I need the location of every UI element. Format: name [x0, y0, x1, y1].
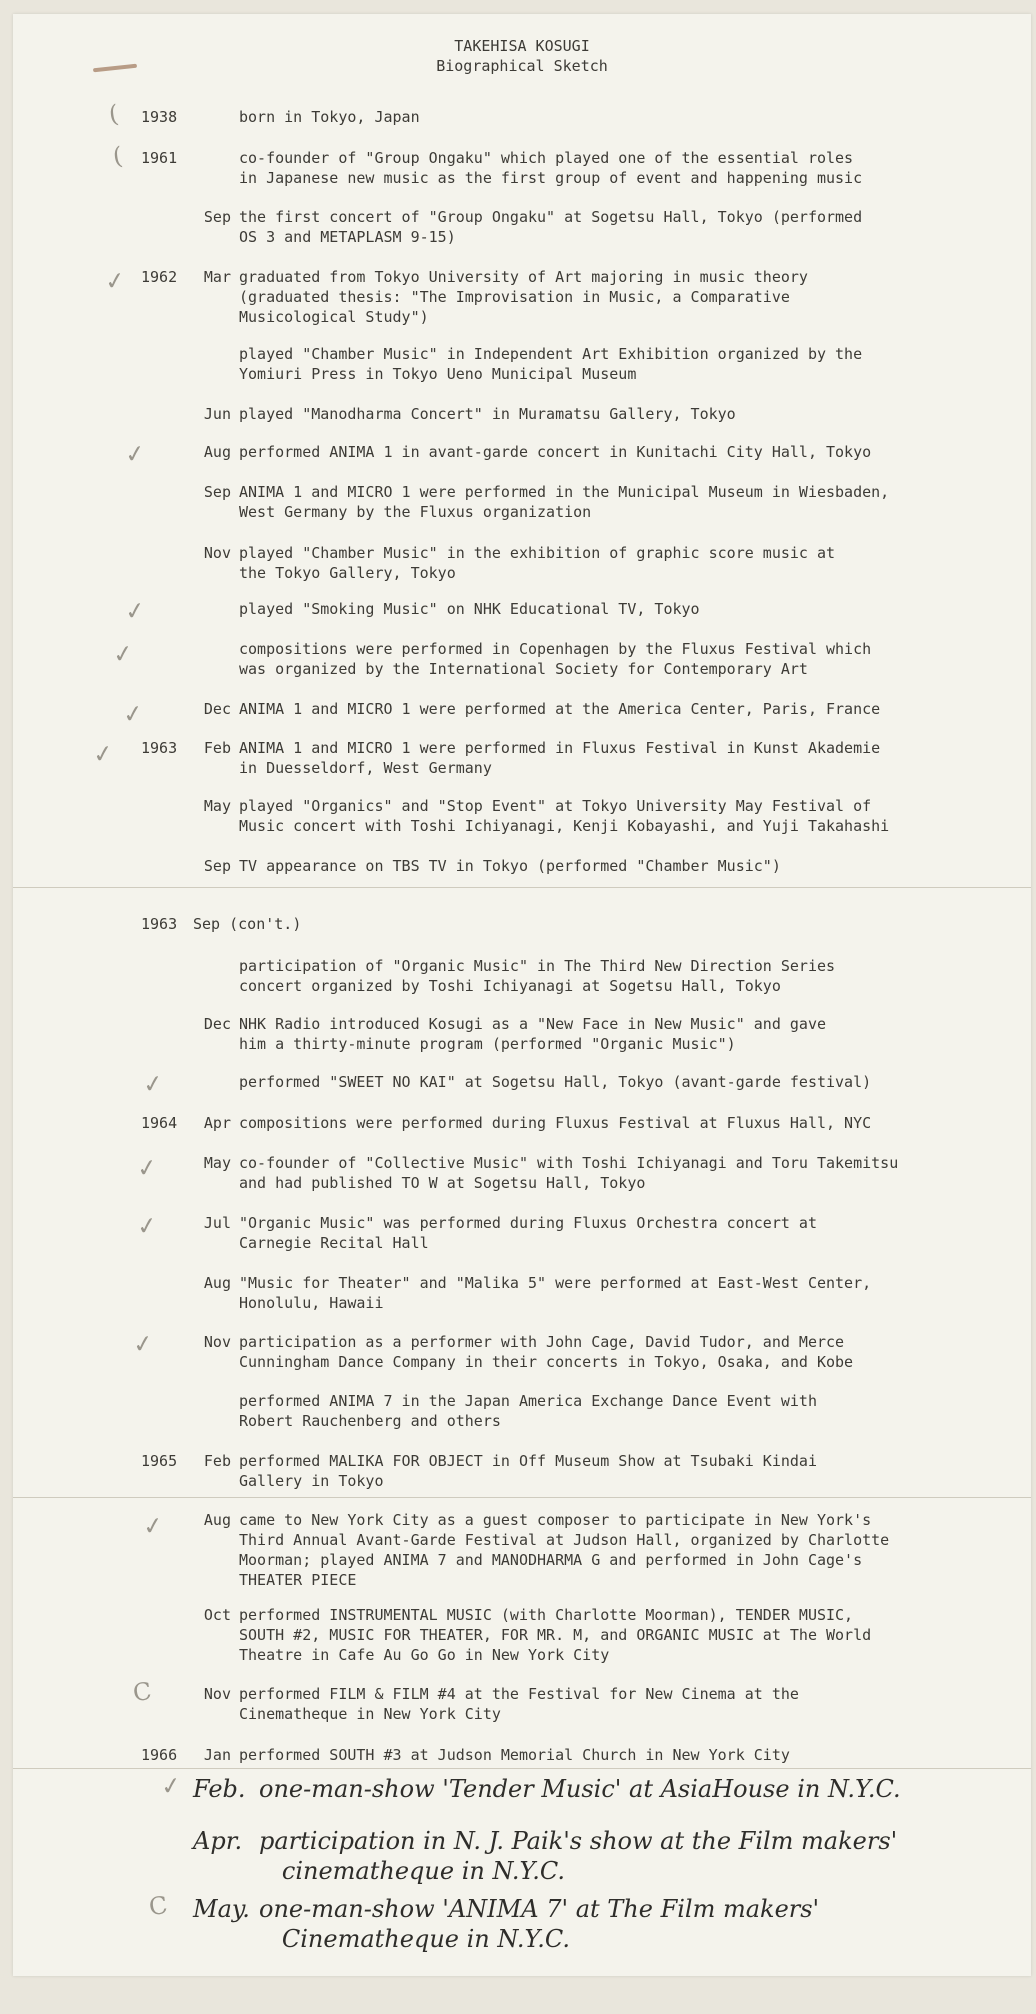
pencil-check-icon: ✓	[121, 698, 145, 730]
document-subtitle: Biographical Sketch	[436, 57, 608, 75]
entry-year: 1961	[141, 149, 178, 167]
entry-year: 1963	[141, 915, 178, 933]
handwritten-month: Feb.	[193, 1775, 246, 1803]
entry-year: 1966	[141, 1746, 178, 1764]
entry-text-line: played "Manodharma Concert" in Muramatsu Gallery, Tokyo	[239, 405, 736, 423]
entry-text-line: concert organized by Toshi Ichiyanagi at Sogetsu Hall, Tokyo	[239, 977, 781, 995]
entry-month: Aug	[203, 1511, 231, 1529]
handwritten-month: Apr.	[193, 1827, 243, 1855]
entry-month: Nov	[203, 544, 231, 562]
entry-text-line: performed MALIKA FOR OBJECT in Off Museum Show at Tsubaki Kindai	[239, 1452, 817, 1470]
document-page	[13, 14, 1031, 1976]
entry-text	[239, 956, 999, 996]
pencil-check-icon: ✓	[141, 1068, 165, 1100]
entry-text	[239, 1745, 999, 1765]
entry-text	[239, 442, 999, 462]
entry-month: Dec	[203, 700, 231, 718]
entry-text	[239, 1113, 999, 1133]
sheet-join-line	[13, 1768, 1031, 1769]
entry-text-line: (graduated thesis: "The Improvisation in Music, a Comparative	[239, 288, 790, 306]
entry-year: 1962	[141, 268, 178, 286]
pencil-check-icon: (	[107, 99, 121, 129]
entry-text	[239, 1273, 999, 1313]
entry-text	[239, 699, 999, 719]
pencil-check-icon: ✓	[135, 1210, 159, 1242]
entry-year: 1964	[141, 1114, 178, 1132]
pencil-check-icon: ✓	[141, 1510, 165, 1542]
entry-text-line: THEATER PIECE	[239, 1571, 357, 1589]
pencil-check-icon: ✓	[159, 1770, 183, 1802]
entry-text-line: Musicological Study")	[239, 308, 429, 326]
entry-text-line: co-founder of "Collective Music" with Toshi Ichiyanagi and Toru Takemitsu	[239, 1154, 899, 1172]
entry-text	[239, 344, 999, 384]
entry-text-line: was organized by the International Society for Contemporary Art	[239, 660, 808, 678]
entry-text	[239, 796, 999, 836]
entry-month: Feb	[203, 739, 231, 757]
entry-text-line: performed ANIMA 7 in the Japan America Exchange Dance Event with	[239, 1392, 817, 1410]
entry-text-line: TV appearance on TBS TV in Tokyo (performed "Chamber Music")	[239, 857, 781, 875]
pencil-check-icon: ✓	[135, 1152, 159, 1184]
entry-text-line: participation as a performer with John Cage, David Tudor, and Merce	[239, 1333, 845, 1351]
handwritten-month: May.	[193, 1895, 250, 1923]
entry-text-line: West Germany by the Fluxus organization	[239, 503, 592, 521]
entry-month: Aug	[203, 443, 231, 461]
entry-text-line: came to New York City as a guest composer to participate in New York's	[239, 1511, 872, 1529]
entry-month: Jul	[203, 1214, 231, 1232]
entry-text-line: compositions were performed in Copenhagen by the Fluxus Festival which	[239, 640, 872, 658]
entry-month: Nov	[203, 1685, 231, 1703]
entry-text-line: Music concert with Toshi Ichiyanagi, Kenji Kobayashi, and Yuji Takahashi	[239, 817, 890, 835]
entry-text-line: SOUTH #2, MUSIC FOR THEATER, FOR MR. M, and ORGANIC MUSIC at The World	[239, 1626, 872, 1644]
entry-text	[239, 404, 999, 424]
entry-month: Aug	[203, 1274, 231, 1292]
entry-text-line: compositions were performed during Fluxus Festival at Fluxus Hall, NYC	[239, 1114, 872, 1132]
entry-text-line: participation of "Organic Music" in The Third New Direction Series	[239, 957, 836, 975]
entry-text-line: Cinematheque in New York City	[239, 1705, 501, 1723]
entry-text-line: Theatre in Cafe Au Go Go in New York City	[239, 1646, 610, 1664]
entry-text-line: performed FILM & FILM #4 at the Festival for New Cinema at the	[239, 1685, 799, 1703]
pencil-check-icon: ✓	[131, 1328, 155, 1360]
pencil-check-icon: ✓	[91, 738, 115, 770]
entry-month: Nov	[203, 1333, 231, 1351]
entry-text-line: "Music for Theater" and "Malika 5" were performed at East-West Center,	[239, 1274, 872, 1292]
entry-month: Feb	[203, 1452, 231, 1470]
entry-text-line: ANIMA 1 and MICRO 1 were performed in Fluxus Festival in Kunst Akademie	[239, 739, 881, 757]
entry-month: Oct	[203, 1606, 231, 1624]
entry-text-line: Honolulu, Hawaii	[239, 1294, 384, 1312]
entry-text-line: ANIMA 1 and MICRO 1 were performed at the America Center, Paris, France	[239, 700, 881, 718]
entry-text-line: in Japanese new music as the first group of event and happening music	[239, 169, 863, 187]
handwritten-text: one-man-show 'Tender Music' at AsiaHouse in N.Y.C.	[259, 1775, 901, 1803]
entry-month: Jun	[203, 405, 231, 423]
entry-text-line: played "Chamber Music" in the exhibition of graphic score music at	[239, 544, 836, 562]
pencil-check-icon: (	[111, 141, 125, 171]
entry-text-line: NHK Radio introduced Kosugi as a "New Face in New Music" and gave	[239, 1015, 826, 1033]
entry-text-line: played "Smoking Music" on NHK Educational TV, Tokyo	[239, 600, 700, 618]
pencil-check-icon: ✓	[123, 595, 147, 627]
entry-text	[239, 1684, 999, 1724]
entry-year: 1938	[141, 108, 178, 126]
entry-year: 1963	[141, 739, 178, 757]
pencil-check-icon: ✓	[111, 638, 135, 670]
entry-text-line: him a thirty-minute program (performed "Organic Music")	[239, 1035, 736, 1053]
entry-text-line: Robert Rauchenberg and others	[239, 1412, 501, 1430]
entry-text	[239, 1072, 999, 1092]
entry-text	[239, 482, 999, 522]
entry-text	[239, 1153, 999, 1193]
entry-text	[239, 1605, 999, 1665]
sheet-join-line	[13, 887, 1031, 888]
entry-text-line: Yomiuri Press in Tokyo Ueno Municipal Museum	[239, 365, 637, 383]
entry-text-line: and had published TO W at Sogetsu Hall, Tokyo	[239, 1174, 646, 1192]
entry-text-line: performed ANIMA 1 in avant-garde concert in Kunitachi City Hall, Tokyo	[239, 443, 872, 461]
entry-text	[239, 107, 999, 127]
entry-text-line: performed INSTRUMENTAL MUSIC (with Charlotte Moorman), TENDER MUSIC,	[239, 1606, 854, 1624]
entry-text-line: played "Organics" and "Stop Event" at Tokyo University May Festival of	[239, 797, 872, 815]
entry-text-line: the Tokyo Gallery, Tokyo	[239, 564, 456, 582]
document-title: TAKEHISA KOSUGI	[454, 37, 590, 55]
entry-text-line: played "Chamber Music" in Independent Art Exhibition organized by the	[239, 345, 863, 363]
entry-text-line: OS 3 and METAPLASM 9-15)	[239, 228, 456, 246]
entry-year: 1965	[141, 1452, 178, 1470]
entry-text-line: Third Annual Avant-Garde Festival at Judson Hall, organized by Charlotte	[239, 1531, 890, 1549]
entry-text	[239, 738, 999, 778]
entry-text	[239, 639, 999, 679]
entry-text-line: in Duesseldorf, West Germany	[239, 759, 492, 777]
pencil-check-icon: ✓	[103, 265, 127, 297]
entry-text	[239, 1451, 999, 1491]
entry-text	[239, 1510, 999, 1590]
entry-text	[239, 599, 999, 619]
entry-month: May	[203, 797, 231, 815]
entry-month: Sep	[203, 483, 231, 501]
entry-month: Sep	[203, 208, 231, 226]
entry-text-line: Moorman; played ANIMA 7 and MANODHARMA G and performed in John Cage's	[239, 1551, 863, 1569]
entry-text-line: "Organic Music" was performed during Fluxus Orchestra concert at	[239, 1214, 817, 1232]
entry-text-line: performed "SWEET NO KAI" at Sogetsu Hall, Tokyo (avant-garde festival)	[239, 1073, 872, 1091]
entry-text-line: co-founder of "Group Ongaku" which played one of the essential roles	[239, 149, 854, 167]
entry-month: Jan	[203, 1746, 231, 1764]
entry-text-line: graduated from Tokyo University of Art majoring in music theory	[239, 268, 808, 286]
entry-month: Mar	[203, 268, 231, 286]
entry-month: Dec	[203, 1015, 231, 1033]
entry-text-line: ANIMA 1 and MICRO 1 were performed in the Municipal Museum in Wiesbaden,	[239, 483, 890, 501]
entry-text	[239, 1014, 999, 1054]
entry-text	[239, 148, 999, 188]
entry-month: May	[203, 1154, 231, 1172]
entry-text	[239, 207, 999, 247]
entry-text	[239, 1391, 999, 1431]
entry-text-line: Carnegie Recital Hall	[239, 1234, 429, 1252]
entry-text-line: performed SOUTH #3 at Judson Memorial Church in New York City	[239, 1746, 790, 1764]
pencil-check-icon: ✓	[123, 438, 147, 470]
entry-text	[239, 543, 999, 583]
entry-month: Sep (con't.)	[193, 915, 302, 933]
entry-text-line: Cunningham Dance Company in their concerts in Tokyo, Osaka, and Kobe	[239, 1353, 854, 1371]
entry-text-line: born in Tokyo, Japan	[239, 108, 420, 126]
entry-text	[239, 1213, 999, 1253]
entry-text-line: the first concert of "Group Ongaku" at Sogetsu Hall, Tokyo (performed	[239, 208, 863, 226]
entry-text	[239, 267, 999, 327]
entry-text-line: Gallery in Tokyo	[239, 1472, 384, 1490]
pencil-check-icon: C	[131, 1676, 154, 1708]
pencil-check-icon: C	[147, 1890, 170, 1922]
entry-text	[239, 1332, 999, 1372]
handwritten-text: participation in N. J. Paik's show at the Film makers' cinematheque in N.Y.C.	[259, 1827, 898, 1885]
entry-month: Sep	[203, 857, 231, 875]
entry-month: Apr	[203, 1114, 231, 1132]
sheet-join-line	[13, 1497, 1031, 1498]
entry-text	[239, 856, 999, 876]
handwritten-text: one-man-show 'ANIMA 7' at The Film makers' Cinematheque in N.Y.C.	[259, 1895, 820, 1953]
